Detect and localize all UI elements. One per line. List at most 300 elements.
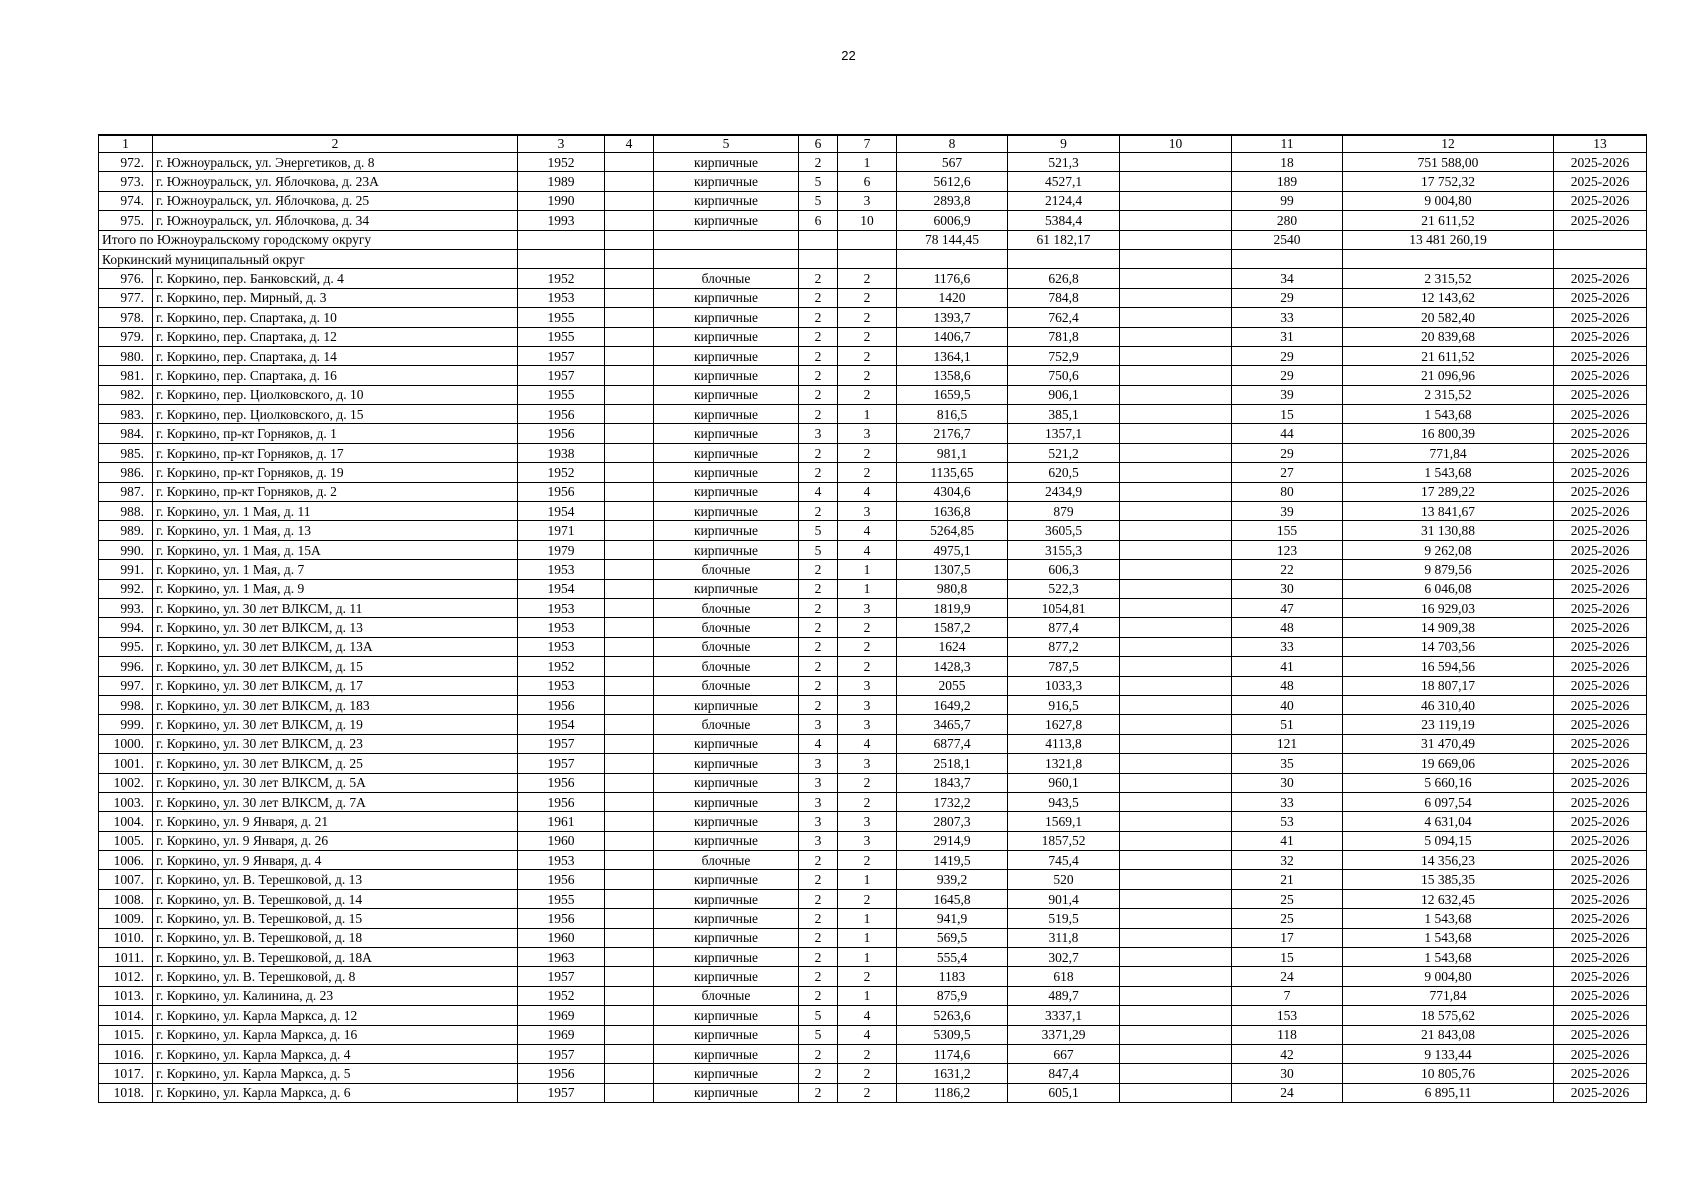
table-cell: 29 [1232,346,1343,365]
table-row [99,598,1647,617]
table-cell: 17 [1232,928,1343,947]
table-cell: 1955 [518,385,605,404]
table-cell: 1 [838,405,897,424]
table-cell: 2025-2026 [1554,948,1647,967]
table-cell: 17 289,22 [1343,482,1554,501]
table-cell: 2025-2026 [1554,734,1647,753]
table-cell: 983. [99,405,153,424]
table-cell [605,1044,654,1063]
table-cell [1120,540,1232,559]
column-header: 5 [654,135,799,153]
table-cell: 1989 [518,172,605,191]
table-cell: г. Южноуральск, ул. Энергетиков, д. 8 [153,153,518,172]
table-cell [1120,967,1232,986]
table-cell: кирпичные [654,521,799,540]
table-cell [605,405,654,424]
table-cell: 15 [1232,405,1343,424]
table-cell: 771,84 [1343,443,1554,462]
table-cell: 1 [838,870,897,889]
table-cell: кирпичные [654,792,799,811]
table-cell: г. Коркино, ул. 30 лет ВЛКСМ, д. 19 [153,715,518,734]
table-cell: 1857,52 [1008,831,1120,850]
table-cell: 42 [1232,1044,1343,1063]
table-cell: блочные [654,986,799,1005]
table-cell: 21 096,96 [1343,366,1554,385]
table-cell: 41 [1232,657,1343,676]
table-cell: г. Коркино, ул. В. Терешковой, д. 18А [153,948,518,967]
table-cell: 1956 [518,405,605,424]
table-cell: 1624 [897,637,1008,656]
table-cell: 1659,5 [897,385,1008,404]
table-cell: 2025-2026 [1554,579,1647,598]
table-cell [1120,249,1232,268]
table-cell: г. Коркино, пер. Спартака, д. 14 [153,346,518,365]
table-cell: кирпичные [654,443,799,462]
table-cell: 1952 [518,153,605,172]
table-cell: 750,6 [1008,366,1120,385]
table-cell: 16 594,56 [1343,657,1554,676]
table-cell: 1358,6 [897,366,1008,385]
table-row [99,153,1647,172]
table-cell: кирпичные [654,870,799,889]
table-cell: 986. [99,463,153,482]
table-cell: 3 [838,191,897,210]
table-row [99,502,1647,521]
table-cell [605,754,654,773]
table-cell: 2914,9 [897,831,1008,850]
table-cell: 2 [799,598,838,617]
table-cell [605,230,654,249]
table-cell: 4 [799,482,838,501]
table-cell: 2518,1 [897,754,1008,773]
table-cell: 847,4 [1008,1064,1120,1083]
table-cell: 626,8 [1008,269,1120,288]
table-cell: 24 [1232,967,1343,986]
table-cell: 1406,7 [897,327,1008,346]
table-cell: 48 [1232,618,1343,637]
table-cell: 1843,7 [897,773,1008,792]
table-cell: 1956 [518,870,605,889]
table-cell: 2 [838,1044,897,1063]
table-cell: 3 [838,502,897,521]
table-cell: 976. [99,269,153,288]
table-cell: 280 [1232,211,1343,230]
table-cell: 1013. [99,986,153,1005]
table-cell: 2025-2026 [1554,288,1647,307]
table-cell: 1956 [518,695,605,714]
table-cell: кирпичные [654,463,799,482]
table-cell: 995. [99,637,153,656]
table-cell: 1953 [518,851,605,870]
table-row [99,521,1647,540]
table-cell [605,734,654,753]
table-cell: 47 [1232,598,1343,617]
table-cell: 4304,6 [897,482,1008,501]
table-cell: 153 [1232,1006,1343,1025]
table-cell: 2 [838,385,897,404]
column-header: 2 [153,135,518,153]
table-cell: 4 [838,482,897,501]
table-cell [518,249,605,268]
table-cell: 5612,6 [897,172,1008,191]
table-cell: 5 094,15 [1343,831,1554,850]
table-cell [1120,909,1232,928]
table-cell: 12 632,45 [1343,889,1554,908]
table-cell: 521,2 [1008,443,1120,462]
table-cell: 6 097,54 [1343,792,1554,811]
table-cell: 123 [1232,540,1343,559]
table-cell: 1 543,68 [1343,909,1554,928]
table-cell: кирпичные [654,754,799,773]
table-cell: 1990 [518,191,605,210]
table-cell [605,502,654,521]
table-cell: 941,9 [897,909,1008,928]
table-cell: 21 843,08 [1343,1025,1554,1044]
table-cell [1120,870,1232,889]
table-cell [654,230,799,249]
table-cell: г. Коркино, ул. 1 Мая, д. 11 [153,502,518,521]
table-cell: г. Коркино, пер. Спартака, д. 16 [153,366,518,385]
table-cell: 2 [838,269,897,288]
table-cell: 489,7 [1008,986,1120,1005]
table-cell: 2 [799,909,838,928]
table-row [99,443,1647,462]
table-cell: 997. [99,676,153,695]
table-cell: 1005. [99,831,153,850]
table-cell: 21 [1232,870,1343,889]
table-cell [605,540,654,559]
table-cell: 1961 [518,812,605,831]
table-row [99,889,1647,908]
table-cell: 25 [1232,889,1343,908]
table-cell: блочные [654,560,799,579]
table-cell: 877,4 [1008,618,1120,637]
table-cell: 2 [799,618,838,637]
table-row [99,986,1647,1005]
table-cell: 2025-2026 [1554,889,1647,908]
table-cell: 1 [838,560,897,579]
table-cell: 13 481 260,19 [1343,230,1554,249]
column-number-row [99,135,1647,153]
table-cell: 2 [838,327,897,346]
table-cell: 752,9 [1008,346,1120,365]
table-cell: 17 752,32 [1343,172,1554,191]
table-cell: 2025-2026 [1554,986,1647,1005]
table-row [99,560,1647,579]
table-cell: 906,1 [1008,385,1120,404]
table-cell: блочные [654,269,799,288]
table-cell: 1953 [518,288,605,307]
table-cell: 14 356,23 [1343,851,1554,870]
table-cell: 1 543,68 [1343,948,1554,967]
table-cell: 2 [799,870,838,889]
table-cell: 2025-2026 [1554,172,1647,191]
table-cell: 901,4 [1008,889,1120,908]
table-cell: 2025-2026 [1554,211,1647,230]
table-cell: кирпичные [654,579,799,598]
table-cell: блочные [654,657,799,676]
table-cell: 1000. [99,734,153,753]
table-cell: г. Коркино, пер. Банковский, д. 4 [153,269,518,288]
table-row [99,754,1647,773]
table-cell: 2 [799,637,838,656]
table-cell: 21 611,52 [1343,346,1554,365]
table-cell: 1957 [518,346,605,365]
table-cell: 1186,2 [897,1083,1008,1102]
table-row [99,870,1647,889]
table-cell: 2540 [1232,230,1343,249]
table-cell [1120,366,1232,385]
table-cell: 3 [838,715,897,734]
table-cell [605,249,654,268]
table-cell [1120,928,1232,947]
table-cell: 2 [799,1064,838,1083]
table-cell: 1957 [518,366,605,385]
table-cell: г. Коркино, ул. Карла Маркса, д. 4 [153,1044,518,1063]
table-cell: кирпичные [654,1025,799,1044]
table-cell [605,986,654,1005]
table-cell: 1957 [518,1083,605,1102]
table-cell [605,1083,654,1102]
column-header: 6 [799,135,838,153]
table-cell [1120,754,1232,773]
table-cell [799,230,838,249]
table-cell: 2025-2026 [1554,560,1647,579]
table-cell: 2 [799,928,838,947]
table-cell: 20 582,40 [1343,308,1554,327]
table-cell: 61 182,17 [1008,230,1120,249]
table-cell: 10 [838,211,897,230]
table-cell: 5 [799,1006,838,1025]
table-cell: 16 800,39 [1343,424,1554,443]
table-cell: 1955 [518,889,605,908]
table-cell: кирпичные [654,346,799,365]
table-cell [605,153,654,172]
table-cell: 2 [799,851,838,870]
table-cell: 979. [99,327,153,346]
table-cell: 80 [1232,482,1343,501]
table-cell: 2025-2026 [1554,870,1647,889]
table-cell [605,851,654,870]
table-cell: 745,4 [1008,851,1120,870]
table-cell [1343,249,1554,268]
table-cell: 943,5 [1008,792,1120,811]
table-cell: 784,8 [1008,288,1120,307]
table-row [99,928,1647,947]
table-cell: 2025-2026 [1554,1006,1647,1025]
table-cell: 2 [838,308,897,327]
table-cell [1554,249,1647,268]
table-cell: 999. [99,715,153,734]
table-cell: 25 [1232,909,1343,928]
table-cell: 7 [1232,986,1343,1005]
table-cell: 2025-2026 [1554,618,1647,637]
table-cell: 2 [838,889,897,908]
total-label: Итого по Южноуральскому городскому округу [99,230,518,249]
table-cell: 1953 [518,598,605,617]
table-cell [605,346,654,365]
table-cell: 2 [799,948,838,967]
table-cell: 24 [1232,1083,1343,1102]
table-cell: 980,8 [897,579,1008,598]
table-cell: г. Коркино, ул. 30 лет ВЛКСМ, д. 11 [153,598,518,617]
table-cell: 51 [1232,715,1343,734]
table-cell: 2025-2026 [1554,521,1647,540]
column-header: 12 [1343,135,1554,153]
table-cell: 2 [838,366,897,385]
table-cell: 9 879,56 [1343,560,1554,579]
table-cell: 4 [838,1006,897,1025]
table-cell [605,618,654,637]
table-cell: блочные [654,851,799,870]
table-cell: 2025-2026 [1554,366,1647,385]
table-cell: 975. [99,211,153,230]
table-cell: кирпичные [654,153,799,172]
table-cell: 30 [1232,1064,1343,1083]
table-cell: 1135,65 [897,463,1008,482]
table-cell: 9 004,80 [1343,967,1554,986]
table-cell: 2025-2026 [1554,463,1647,482]
table-cell: 3371,29 [1008,1025,1120,1044]
table-cell: 1007. [99,870,153,889]
table-cell [605,792,654,811]
table-cell: блочные [654,676,799,695]
table-cell: г. Коркино, ул. 30 лет ВЛКСМ, д. 25 [153,754,518,773]
table-cell: 1174,6 [897,1044,1008,1063]
table-cell: г. Коркино, ул. 1 Мая, д. 9 [153,579,518,598]
table-cell: 1321,8 [1008,754,1120,773]
table-cell: кирпичные [654,734,799,753]
table-cell: 5 [799,172,838,191]
table-cell: 1952 [518,463,605,482]
table-cell: 1016. [99,1044,153,1063]
table-cell: 984. [99,424,153,443]
table-cell: 2 [799,405,838,424]
table-cell: 2434,9 [1008,482,1120,501]
table-cell: 2 [799,657,838,676]
table-cell: 2 [799,288,838,307]
table-cell: 4 [838,1025,897,1044]
table-cell: 555,4 [897,948,1008,967]
table-cell [897,249,1008,268]
table-cell [1120,851,1232,870]
table-cell: г. Коркино, пр-кт Горняков, д. 2 [153,482,518,501]
table-row [99,831,1647,850]
table-cell [1120,443,1232,462]
table-cell: 1627,8 [1008,715,1120,734]
table-cell: 20 839,68 [1343,327,1554,346]
table-cell: 1971 [518,521,605,540]
table-cell: 1012. [99,967,153,986]
table-cell: 1 [838,928,897,947]
table-cell: 2 [799,676,838,695]
table-cell: 1 543,68 [1343,405,1554,424]
table-row [99,579,1647,598]
column-header: 10 [1120,135,1232,153]
table-cell: 974. [99,191,153,210]
table-cell: 16 929,03 [1343,598,1554,617]
table-cell: 879 [1008,502,1120,521]
table-row [99,288,1647,307]
table-cell: 1955 [518,308,605,327]
table-cell: г. Южноуральск, ул. Яблочкова, д. 25 [153,191,518,210]
table-cell: кирпичные [654,211,799,230]
table-cell: г. Коркино, ул. Калинина, д. 23 [153,986,518,1005]
table-cell: 2025-2026 [1554,327,1647,346]
table-cell: кирпичные [654,172,799,191]
table-cell [605,1025,654,1044]
table-cell: 2 [799,986,838,1005]
table-cell: 2 [838,792,897,811]
table-cell: 991. [99,560,153,579]
table-cell: 2025-2026 [1554,598,1647,617]
table-cell: г. Коркино, ул. Карла Маркса, д. 12 [153,1006,518,1025]
table-cell: 2 [799,346,838,365]
table-cell: 762,4 [1008,308,1120,327]
table-cell: 33 [1232,792,1343,811]
table-cell: 1017. [99,1064,153,1083]
table-cell: 996. [99,657,153,676]
table-cell: 2025-2026 [1554,676,1647,695]
table-cell: 1960 [518,928,605,947]
table-cell [605,366,654,385]
table-cell: кирпичные [654,928,799,947]
table-cell: 1420 [897,288,1008,307]
table-cell: кирпичные [654,327,799,346]
table-cell [1120,211,1232,230]
table-cell: 1645,8 [897,889,1008,908]
table-cell: 311,8 [1008,928,1120,947]
table-cell: 3 [799,773,838,792]
table-cell: 34 [1232,269,1343,288]
table-cell: г. Коркино, ул. 30 лет ВЛКСМ, д. 17 [153,676,518,695]
table-cell: 988. [99,502,153,521]
table-cell: 3337,1 [1008,1006,1120,1025]
table-cell [605,443,654,462]
table-cell [605,812,654,831]
table-cell: 33 [1232,308,1343,327]
table-cell: кирпичные [654,812,799,831]
table-cell: 2025-2026 [1554,1083,1647,1102]
table-cell: 1957 [518,754,605,773]
table-cell: 2025-2026 [1554,909,1647,928]
table-cell: 1957 [518,734,605,753]
table-cell: 2 [838,463,897,482]
table-cell: 118 [1232,1025,1343,1044]
table-row [99,851,1647,870]
table-cell [1120,773,1232,792]
table-cell [1008,249,1120,268]
table-cell: г. Коркино, ул. В. Терешковой, д. 18 [153,928,518,947]
table-cell [518,230,605,249]
table-cell: 1 543,68 [1343,928,1554,947]
table-cell: 1008. [99,889,153,908]
table-cell: 1010. [99,928,153,947]
table-cell: 6877,4 [897,734,1008,753]
table-row [99,637,1647,656]
table-cell: 1006. [99,851,153,870]
table-row [99,734,1647,753]
total-row [99,230,1647,249]
table-cell [605,870,654,889]
table-cell: 972. [99,153,153,172]
table-cell: 6 [799,211,838,230]
table-cell: кирпичные [654,308,799,327]
table-row [99,308,1647,327]
table-cell: 1952 [518,269,605,288]
table-cell: 29 [1232,288,1343,307]
table-cell: блочные [654,715,799,734]
